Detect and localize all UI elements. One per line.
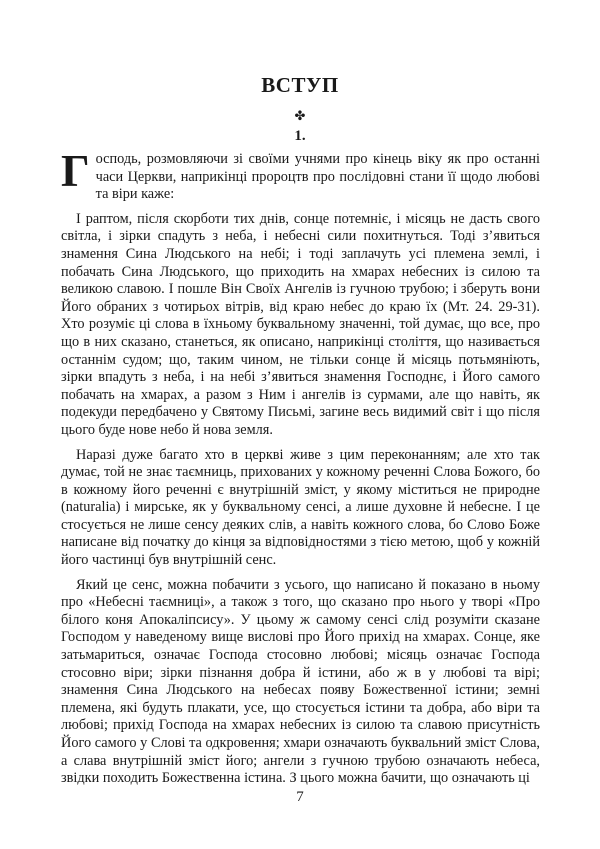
body-text — [61, 146, 540, 788]
paragraph-3: Наразі дуже багато хто в церкві живе з цим переконанням; але хто так думає, той не знає таємниць, прихованих у кожному реченні Слова Божого, бо в кожному його реченні є внутрішній зміст, у якому міститься не природне (naturalia) і мирське, як у буквальному сенсі, а лише духовне й небесне. І це стосується не лише сенсу деяких слів, а навіть кожного слова, бо Слово Боже написане від початку до кінця за відповідностями з тією метою, щоб у кожній його частинці був внутрішній сенс. — [61, 446, 540, 569]
paragraph-4: Який це сенс, можна побачити з усього, що написано й показано в ньому про «Небесні таємниці», а також з того, що сказано про нього у творі «Про білого коня Апокаліпсису». У цьому ж самому сенсі слід розуміти сказане Господом у наведеному вище вислові про Його прихід на хмарах. Сонце, яке затьмариться, означає Господа стосовно любові; місяць означає Господа стосовно віри; зірки пізнання добра й істини, або ж в у любові та вірі; знамення Сина Людського на небесах появу Божественної істини; земні племена, які будуть плакати, усе, що стосується істини та добра, або віри та любові; прихід Господа на хмарах небесних із силою та славою присутність Його самого у Слові та одкровення; хмари означають буквальний зміст Слова, а слава внутрішній зміст його; ангели з гучною трубою означають небеса, звідки походить Божественна істина. З цього можна бачити, що означають ці — [61, 576, 540, 787]
paragraph-1-text: осподь, розмовляючи зі своїми учнями про кінець віку як про останні часи Церкви, наприкінці пророцтв про послідовні стани її щодо любові та віри каже: — [95, 151, 540, 203]
paragraph-2: І раптом, після скорботи тих днів, сонце потемніє, і місяць не дасть свого світла, і зірки спадуть з неба, і небесні сили похитнуться. Тоді з’явиться знамення Сина Людського на небі; і тоді заплачуть усі племена землі, і побачать Сина Людського, що приходить на хмарах небесних із силою та великою славою. І пошле Він Своїх Ангелів із гучною трубою; і зберуть вони Його обраних з чотирьох вітрів, від краю небес до краю їх (Мт. 24. 29-31). Хто розуміє ці слова в їхньому буквальному значенні, той думає, що все, про що в них сказано, станеться, як описано, наприкінці століття, що називається останнім судом; що, таким чином, не тільки сонце й місяць потьмяніють, зірки впадуть з неба, і на небі з’явиться знамення Господнє, і Його самого побачать на хмарах, а разом з Ним і ангелів із сурмами, але що навіть, як подекуди передбачено у Святому Письмі, загине весь видимий світ і що після цього буде нове небо й нова земля. — [61, 210, 540, 438]
drop-cap: Г — [61, 146, 90, 196]
page-number: 7 — [296, 789, 304, 805]
section-number: 1. — [294, 128, 306, 144]
paragraph-1 — [61, 146, 540, 204]
ornament-icon: ✤ — [294, 108, 306, 123]
chapter-title: ВСТУП — [261, 73, 339, 97]
